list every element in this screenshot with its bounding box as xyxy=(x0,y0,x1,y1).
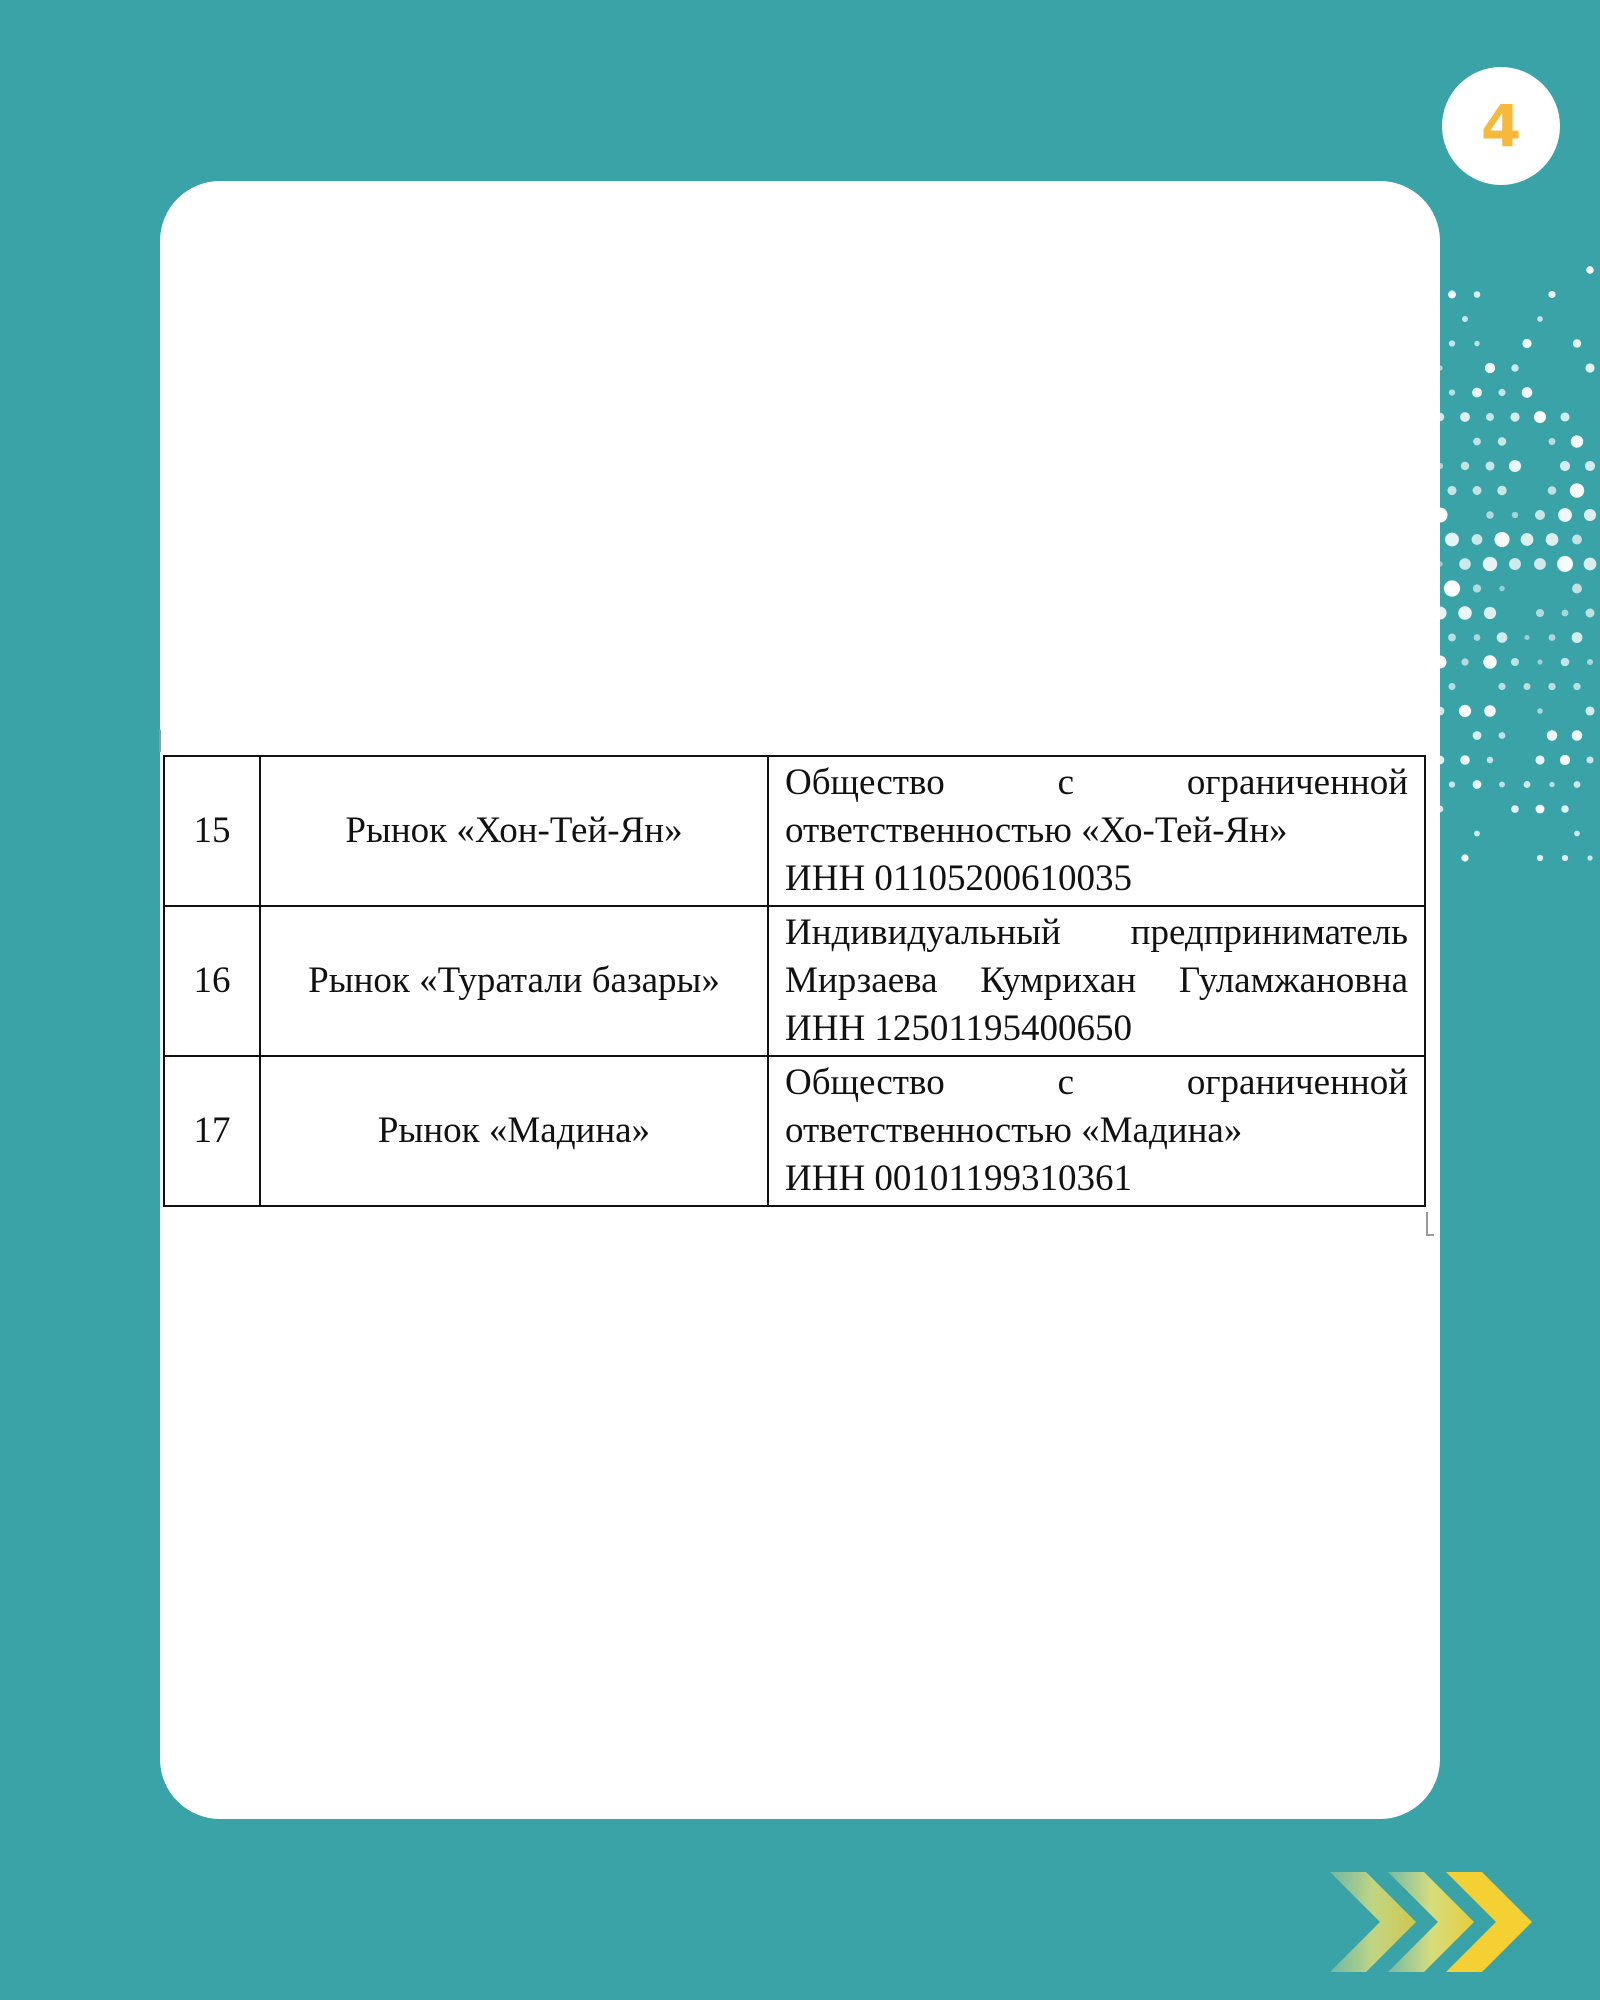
decor-dot xyxy=(1485,461,1494,470)
decor-dot xyxy=(1536,609,1544,617)
decor-dot xyxy=(1557,556,1573,572)
decor-dot xyxy=(1459,558,1471,570)
page-number: 4 xyxy=(1480,92,1522,160)
decor-dot xyxy=(1572,535,1582,545)
decor-dot xyxy=(1586,756,1593,763)
table-corner-marker xyxy=(159,730,161,752)
decor-dot xyxy=(1460,412,1470,422)
decor-dot xyxy=(1473,780,1482,789)
market-name: Рынок «Туратали базары» xyxy=(260,906,768,1056)
decor-dot xyxy=(1574,831,1580,837)
decor-dot xyxy=(1572,730,1583,741)
decor-dot xyxy=(1560,755,1570,765)
decor-dot xyxy=(1534,411,1546,423)
decor-dot xyxy=(1498,389,1505,396)
decor-dot xyxy=(1573,339,1581,347)
decor-dot xyxy=(1524,635,1529,640)
decor-dot xyxy=(1448,634,1456,642)
decor-dot xyxy=(1474,634,1481,641)
decor-dot xyxy=(1573,683,1580,690)
owner-line: Общество с ограниченной xyxy=(785,1062,1408,1103)
decor-dot xyxy=(1472,534,1483,545)
dot-pattern-decoration xyxy=(1430,260,1600,880)
table-row xyxy=(164,906,1425,1056)
decor-dot xyxy=(1548,683,1555,690)
decor-dot xyxy=(1537,708,1543,714)
decor-dot xyxy=(1494,532,1509,547)
decor-dot xyxy=(1472,388,1482,398)
decor-dot xyxy=(1549,438,1556,445)
decor-dot xyxy=(1548,291,1555,298)
decor-dot xyxy=(1447,486,1456,495)
decor-dot xyxy=(1561,805,1569,813)
chevron-arrows-icon xyxy=(1330,1872,1540,1972)
decor-dot xyxy=(1546,533,1559,546)
decor-dot xyxy=(1534,558,1546,570)
decor-dot xyxy=(1587,855,1592,860)
decor-dot xyxy=(1537,855,1543,861)
decor-dot xyxy=(1498,683,1505,690)
decor-dot xyxy=(1574,781,1581,788)
decor-dot xyxy=(1523,683,1530,690)
decor-dot xyxy=(1449,683,1456,690)
decor-dot xyxy=(1584,509,1596,521)
decor-dot xyxy=(1449,781,1455,787)
page-number-badge xyxy=(1442,67,1560,185)
decor-dot xyxy=(1509,558,1521,570)
decor-dot xyxy=(1586,266,1593,273)
decor-dot xyxy=(1562,855,1568,861)
decor-dot xyxy=(1586,609,1595,618)
decor-dot xyxy=(1560,461,1570,471)
decor-dot xyxy=(1459,705,1471,717)
decor-dot xyxy=(1473,731,1482,740)
decor-dot xyxy=(1473,584,1481,592)
decor-dot xyxy=(1460,755,1470,765)
decor-dot xyxy=(1558,508,1572,522)
decor-dot xyxy=(1537,316,1543,322)
decor-dot xyxy=(1461,854,1468,861)
decor-dot xyxy=(1549,634,1556,641)
decor-dot xyxy=(1484,607,1496,619)
decor-dot xyxy=(1548,486,1557,495)
decor-dot xyxy=(1585,363,1594,372)
decor-dot xyxy=(1484,705,1496,717)
market-name: Рынок «Хон-Тей-Ян» xyxy=(260,756,768,906)
decor-dot xyxy=(1448,291,1456,299)
decor-dot xyxy=(1510,412,1519,421)
owner-line: Общество с ограниченной xyxy=(785,762,1408,803)
table-row xyxy=(164,1056,1425,1206)
decor-dot xyxy=(1585,461,1595,471)
owner-line: Мирзаева Кумрихан Гуламжановна xyxy=(785,960,1408,1001)
owner-tin: ИНН 12501195400650 xyxy=(785,1008,1133,1049)
decor-dot xyxy=(1486,511,1494,519)
decor-dot xyxy=(1473,486,1482,495)
owner-cell xyxy=(768,756,1425,906)
decor-dot xyxy=(1549,782,1554,787)
decor-dot xyxy=(1572,632,1583,643)
decor-dot xyxy=(1483,557,1497,571)
row-number: 16 xyxy=(164,906,260,1056)
owner-line: Индивидуальный предприниматель xyxy=(785,912,1408,953)
decor-dot xyxy=(1585,706,1594,715)
decor-dot xyxy=(1462,316,1468,322)
decor-dot xyxy=(1572,584,1582,594)
decor-dot xyxy=(1474,341,1480,347)
decor-dot xyxy=(1473,438,1481,446)
decor-dot xyxy=(1511,658,1519,666)
decor-dot xyxy=(1570,483,1584,497)
decor-dot xyxy=(1485,363,1495,373)
decor-dot xyxy=(1584,558,1597,571)
decor-dot xyxy=(1499,586,1505,592)
decor-dot xyxy=(1522,339,1531,348)
decor-dot xyxy=(1497,632,1508,643)
decor-dot xyxy=(1524,781,1531,788)
decor-dot xyxy=(1537,659,1542,664)
decor-dot xyxy=(1587,659,1593,665)
decor-dot xyxy=(1474,831,1480,837)
decor-dot xyxy=(1461,462,1469,470)
decor-dot xyxy=(1571,435,1583,447)
row-number: 17 xyxy=(164,1056,260,1206)
decor-dot xyxy=(1499,782,1505,788)
decor-dot xyxy=(1521,533,1534,546)
owner-tin: ИНН 01105200610035 xyxy=(785,858,1133,899)
decor-dot xyxy=(1511,805,1519,813)
decor-dot xyxy=(1498,437,1506,445)
table-row xyxy=(164,756,1425,906)
decor-dot xyxy=(1547,730,1558,741)
owner-line: ответственностью «Хо-Тей-Ян» xyxy=(785,810,1288,851)
decor-dot xyxy=(1509,460,1521,472)
decor-dot xyxy=(1560,412,1569,421)
decor-dot xyxy=(1444,580,1460,596)
decor-dot xyxy=(1536,805,1545,814)
decor-dot xyxy=(1511,364,1518,371)
table-corner-marker xyxy=(1426,1212,1434,1236)
decor-dot xyxy=(1461,658,1468,665)
decor-dot xyxy=(1522,387,1533,398)
decor-dot xyxy=(1445,533,1459,547)
owner-cell xyxy=(768,1056,1425,1206)
market-name: Рынок «Мадина» xyxy=(260,1056,768,1206)
decor-dot xyxy=(1449,340,1455,346)
decor-dot xyxy=(1562,610,1569,617)
decor-dot xyxy=(1497,486,1506,495)
decor-dot xyxy=(1449,389,1455,395)
owner-tin: ИНН 00101199310361 xyxy=(785,1158,1133,1199)
decor-dot xyxy=(1487,757,1494,764)
decor-dot xyxy=(1512,512,1518,518)
decor-dot xyxy=(1535,755,1544,764)
decor-dot xyxy=(1561,658,1570,667)
row-number: 15 xyxy=(164,756,260,906)
decor-dot xyxy=(1474,291,1481,298)
owner-cell xyxy=(768,906,1425,1056)
decor-dot xyxy=(1499,732,1506,739)
decor-dot xyxy=(1458,606,1472,620)
decor-dot xyxy=(1535,510,1545,520)
decor-dot xyxy=(1483,655,1496,668)
markets-table xyxy=(163,755,1426,1207)
decor-dot xyxy=(1486,413,1494,421)
owner-line: ответственностью «Мадина» xyxy=(785,1110,1243,1151)
